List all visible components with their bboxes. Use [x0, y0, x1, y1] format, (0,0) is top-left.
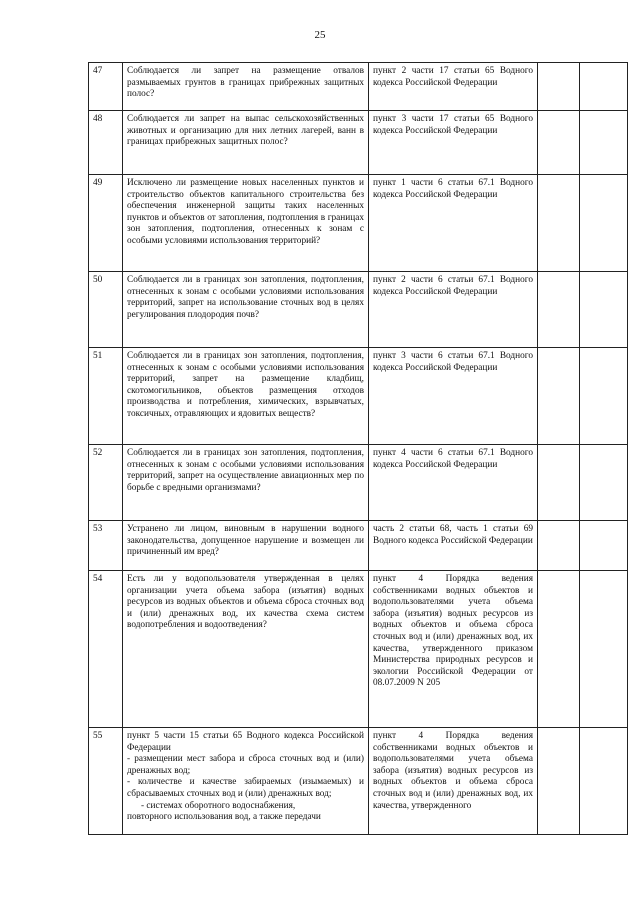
answer-cell: [538, 63, 580, 111]
row-number: 47: [89, 63, 123, 111]
row-number: 52: [89, 445, 123, 521]
question-cell: Исключено ли размещение новых населенных пунктов и строительство объектов капитального строительства без обеспечения инженерной защиты таких населенных пунктов и объектов от затопления, подтопления в границах зон затопления, подтопления, отнесенных к зонам с особыми условиями использования территорий?: [123, 175, 369, 272]
table-row: [89, 571, 628, 728]
reference-cell: пункт 4 Порядка ведения собственниками водных объектов и водопользователями учета объема забора (изъятия) водных ресурсов из водных объектов и объема сброса сточных вод и (или) дренажных вод, их качества, утвержденного: [369, 728, 538, 835]
note-cell: [580, 348, 628, 445]
row-number: 53: [89, 521, 123, 571]
row-number: 54: [89, 571, 123, 728]
note-cell: [580, 728, 628, 835]
question-line: пункт 5 части 15 статьи 65 Водного кодекса Российской Федерации: [127, 731, 364, 753]
reference-cell: пункт 4 Порядка ведения собственниками водных объектов и водопользователями учета объема забора (изъятия) водных ресурсов из водных объектов и объема сброса сточных вод и (или) дренажных вод, их качества, утвержденного приказом Министерства природных ресурсов и экологии Российской Федерации от 08.07.2009 N 205: [369, 571, 538, 728]
answer-cell: [538, 348, 580, 445]
answer-cell: [538, 571, 580, 728]
page-number: 25: [314, 29, 326, 41]
checklist-table: [88, 62, 628, 835]
note-cell: [580, 571, 628, 728]
question-cell: Соблюдается ли в границах зон затопления, подтопления, отнесенных к зонам с особыми условиями использования территорий, запрет на использование сточных вод в целях регулирования плодородия почв?: [123, 272, 369, 348]
reference-cell: пункт 2 части 17 статьи 65 Водного кодекса Российской Федерации: [369, 63, 538, 111]
row-number: 51: [89, 348, 123, 445]
note-cell: [580, 521, 628, 571]
reference-cell: пункт 1 части 6 статьи 67.1 Водного кодекса Российской Федерации: [369, 175, 538, 272]
note-cell: [580, 63, 628, 111]
question-line: - размещении мест забора и сброса сточных вод и (или) дренажных вод;: [127, 754, 364, 776]
note-cell: [580, 272, 628, 348]
answer-cell: [538, 521, 580, 571]
reference-cell: пункт 2 части 6 статьи 67.1 Водного кодекса Российской Федерации: [369, 272, 538, 348]
note-cell: [580, 175, 628, 272]
table-row: [89, 63, 628, 111]
note-cell: [580, 111, 628, 175]
question-cell: Есть ли у водопользователя утвержденная в целях организации учета объема забора (изъятия) водных ресурсов из водных объектов и объема сброса сточных вод и (или) дренажных вод, их качества схема систем водопотребления и водоотведения?: [123, 571, 369, 728]
question-cell: Соблюдается ли в границах зон затопления, подтопления, отнесенных к зонам с особыми условиями использования территорий, запрет на осуществление авиационных мер по борьбе с вредными организмами?: [123, 445, 369, 521]
reference-cell: пункт 3 части 17 статьи 65 Водного кодекса Российской Федерации: [369, 111, 538, 175]
reference-cell: пункт 3 части 6 статьи 67.1 Водного кодекса Российской Федерации: [369, 348, 538, 445]
question-cell: Соблюдается ли запрет на размещение отвалов размываемых грунтов в границах прибрежных защитных полос?: [123, 63, 369, 111]
question-line: - количестве и качестве забираемых (изымаемых) и сбрасываемых сточных вод и (или) дренажных вод;: [127, 777, 364, 799]
table-row: [89, 521, 628, 571]
question-line: - системах оборотного водоснабжения,: [141, 800, 296, 811]
answer-cell: [538, 175, 580, 272]
answer-cell: [538, 445, 580, 521]
question-cell: Устранено ли лицом, виновным в нарушении водного законодательства, допущенное нарушение и возмещен ли причиненный им вред?: [123, 521, 369, 571]
table-row: [89, 272, 628, 348]
answer-cell: [538, 111, 580, 175]
question-line: повторного использования вод, а также передачи: [127, 812, 321, 823]
reference-cell: часть 2 статьи 68, часть 1 статьи 69 Водного кодекса Российской Федерации: [369, 521, 538, 571]
question-cell: Соблюдается ли запрет на выпас сельскохозяйственных животных и организацию для них летних лагерей, ванн в границах прибрежных защитных полос?: [123, 111, 369, 175]
question-cell: Соблюдается ли в границах зон затопления, подтопления, отнесенных к зонам с особыми условиями использования территорий, запрет на размещение кладбищ, скотомогильников, объектов размещения отходов производства и потребления, химических, взрывчатых, токсичных, отравляющих и ядовитых веществ?: [123, 348, 369, 445]
answer-cell: [538, 728, 580, 835]
question-cell: [123, 728, 369, 835]
row-number: 55: [89, 728, 123, 835]
table-row: [89, 728, 628, 835]
note-cell: [580, 445, 628, 521]
reference-cell: пункт 4 части 6 статьи 67.1 Водного кодекса Российской Федерации: [369, 445, 538, 521]
table-row: [89, 111, 628, 175]
row-number: 48: [89, 111, 123, 175]
answer-cell: [538, 272, 580, 348]
table-row: [89, 348, 628, 445]
row-number: 49: [89, 175, 123, 272]
table-row: [89, 445, 628, 521]
table-row: [89, 175, 628, 272]
row-number: 50: [89, 272, 123, 348]
